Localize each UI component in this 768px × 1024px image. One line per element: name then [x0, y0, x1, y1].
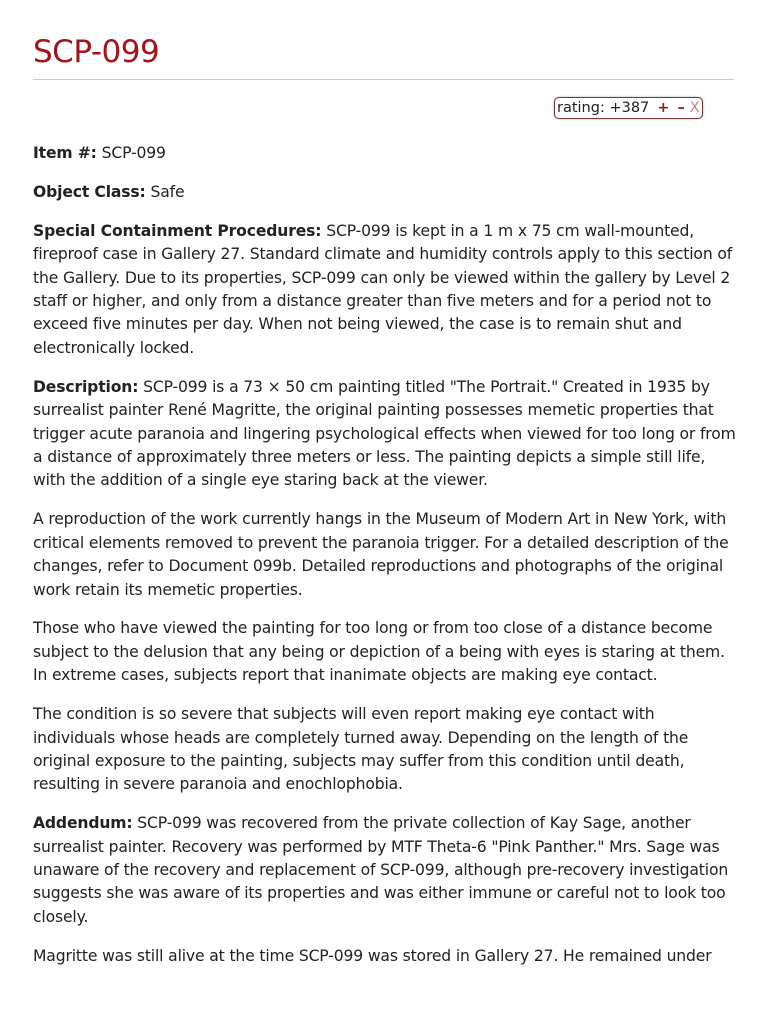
containment-text: SCP-099 is kept in a 1 m x 75 cm wall-mounted, fireproof case in Gallery 27. Standard climate and humidity controls apply to this section of the Gallery. Due to its properties, SCP-099 can only be viewed within the gallery by Level 2 staff or higher, and only from a distance greater than five meters and for a period not to exceed five minutes per day. When not being viewed, the case is to remain shut and electronically locked.: [33, 221, 733, 357]
page-title: SCP-099: [33, 34, 160, 70]
addendum-text: SCP-099 was recovered from the private collection of Kay Sage, another surrealist painter. Recovery was performed by MTF Theta-6 "Pink Panther." Mrs. Sage was unaware of the recovery and replacement of SCP-099, although pre-recovery investigation suggests she was aware of its properties and was either immune or careful not to look too closely.: [33, 814, 729, 926]
body-paragraph-reproduction: A reproduction of the work currently hangs in the Museum of Modern Art in New York, with critical elements removed to prevent the paranoia trigger. For a detailed description of the changes, refer to Document 099b. Detailed reproductions and photographs of the original work retain its memetic properties.: [33, 510, 729, 599]
description: [33, 376, 737, 493]
addendum-label: Addendum:: [33, 814, 133, 833]
containment-label: Special Containment Procedures:: [33, 221, 322, 240]
cancel-vote-button[interactable]: X: [689, 100, 700, 116]
body-paragraph-condition: The condition is so severe that subjects will even report making eye contact with individuals whose heads are completely turned away. Depending on the length of the original exposure to the painting, subjects may suffer from this condition until death, resulting in severe paranoia and enochlophobia.: [33, 705, 689, 794]
body-paragraph-delusion: Those who have viewed the painting for too long or from too close of a distance become subject to the delusion that any being or depiction of a being with eyes is staring at them. In extreme cases, subjects report that inanimate objects are making eye contact.: [33, 619, 725, 685]
description-text: SCP-099 is a 73 × 50 cm painting titled "The Portrait." Created in 1935 by surrealist painter René Magritte, the original painting possesses memetic properties that trigger acute paranoia and lingering psychological effects when viewed for too long or from a distance of approximately three meters or less. The painting depicts a simple still life, with the addition of a single eye staring back at the viewer.: [33, 377, 736, 490]
downvote-button[interactable]: –: [677, 100, 685, 116]
addendum: [33, 812, 737, 929]
description-label: Description:: [33, 377, 139, 396]
object-class-label: Object Class:: [33, 182, 146, 201]
item-number-label: Item #:: [33, 144, 97, 162]
item-number: [33, 142, 737, 165]
upvote-button[interactable]: +: [657, 100, 670, 116]
article-body: [33, 142, 737, 984]
containment-procedures: [33, 220, 737, 360]
item-number-value: SCP-099: [101, 144, 166, 162]
object-class-value: Safe: [150, 182, 185, 201]
body-paragraph-magritte: Magritte was still alive at the time SCP-099 was stored in Gallery 27. He remained under: [33, 946, 712, 965]
rating-module: [554, 97, 703, 119]
title-divider: [33, 79, 734, 80]
rating-label: rating: +387: [557, 100, 650, 116]
object-class: [33, 181, 737, 204]
